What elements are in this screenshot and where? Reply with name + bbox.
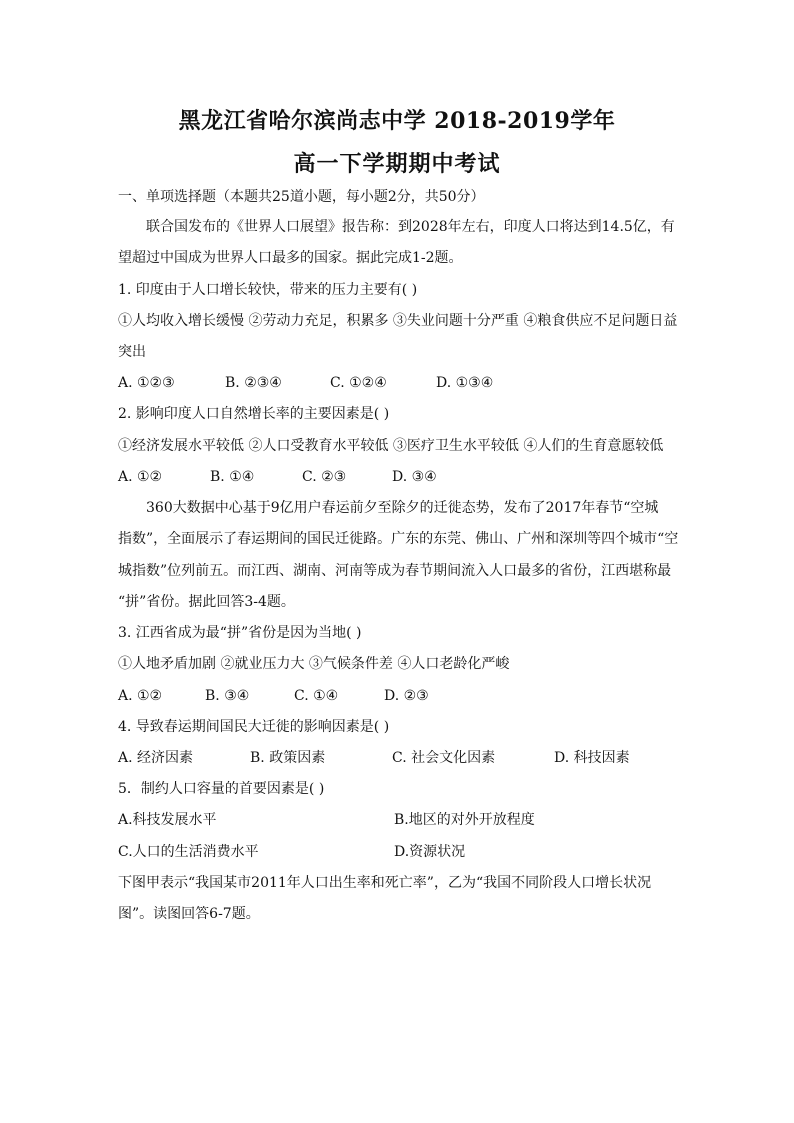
option-b: B. 政策因素	[250, 750, 326, 766]
section-heading: 一、单项选择题（本题共25道小题，每小题2分，共50分）	[118, 189, 485, 205]
option-d: D. ③④	[392, 469, 437, 485]
option-b: B. ②③④	[225, 375, 282, 391]
question-statements: ①人均收入增长缓慢 ②劳动力充足，积累多 ③失业问题十分严重 ④粮食供应不足问题日益	[118, 313, 678, 329]
passage3-line: 图”。读图回答6-7题。	[118, 906, 260, 922]
question-stem: 3. 江西省成为最“拼”省份是因为当地( )	[118, 625, 362, 641]
option-a: A. 经济因素	[118, 750, 194, 766]
passage2-line: “拼”省份。据此回答3-4题。	[118, 594, 295, 610]
passage3-line: 下图甲表示“我国某市2011年人口出生率和死亡率”，乙为“我国不同阶段人口增长状况	[118, 875, 652, 891]
question-statements: 突出	[118, 344, 146, 360]
option-a: A. ①②	[118, 469, 163, 485]
exam-subtitle: 高一下学期期中考试	[293, 151, 501, 177]
option-d: D. 科技因素	[554, 750, 630, 766]
option-d: D.资源状况	[394, 844, 466, 860]
option-b: B. ①④	[210, 469, 255, 485]
option-d: D. ②③	[384, 688, 429, 704]
option-c: C. 社会文化因素	[392, 750, 496, 766]
question-stem: 1. 印度由于人口增长较快，带来的压力主要有( )	[118, 282, 418, 298]
passage1-line: 联合国发布的《世界人口展望》报告称：到2028年左右，印度人口将达到14.5亿，有	[146, 219, 675, 235]
option-c: C. ①②④	[330, 375, 387, 391]
question-statements: ①人地矛盾加剧 ②就业压力大 ③气候条件差 ④人口老龄化严峻	[118, 656, 510, 672]
option-c: C.人口的生活消费水平	[118, 844, 259, 860]
option-d: D. ①③④	[436, 375, 494, 391]
question-stem: 4. 导致春运期间国民大迁徙的影响因素是( )	[118, 719, 390, 735]
option-b: B.地区的对外开放程度	[394, 812, 535, 828]
passage2-line: 360大数据中心基于9亿用户春运前夕至除夕的迁徙态势，发布了2017年春节“空城	[146, 500, 659, 516]
question-statements: ①经济发展水平较低 ②人口受教育水平较低 ③医疗卫生水平较低 ④人们的生育意愿较低	[118, 438, 664, 454]
question-stem: 5．制约人口容量的首要因素是( )	[118, 781, 325, 797]
question-stem: 2. 影响印度人口自然增长率的主要因素是( )	[118, 406, 390, 422]
passage2-line: 城指数”位列前五。而江西、湖南、河南等成为春节期间流入人口最多的省份，江西堪称最	[118, 563, 672, 579]
option-a: A. ①②③	[118, 375, 175, 391]
option-b: B. ③④	[205, 688, 250, 704]
option-c: C. ①④	[294, 688, 339, 704]
option-a: A.科技发展水平	[118, 812, 217, 828]
option-c: C. ②③	[302, 469, 347, 485]
exam-title: 黑龙江省哈尔滨尚志中学 2018-2019学年	[178, 108, 616, 134]
passage2-line: 指数”，全面展示了春运期间的国民迁徙路。广东的东莞、佛山、广州和深圳等四个城市“空	[118, 531, 679, 547]
option-a: A. ①②	[118, 688, 163, 704]
passage1-line: 望超过中国成为世界人口最多的国家。据此完成1-2题。	[118, 250, 463, 266]
